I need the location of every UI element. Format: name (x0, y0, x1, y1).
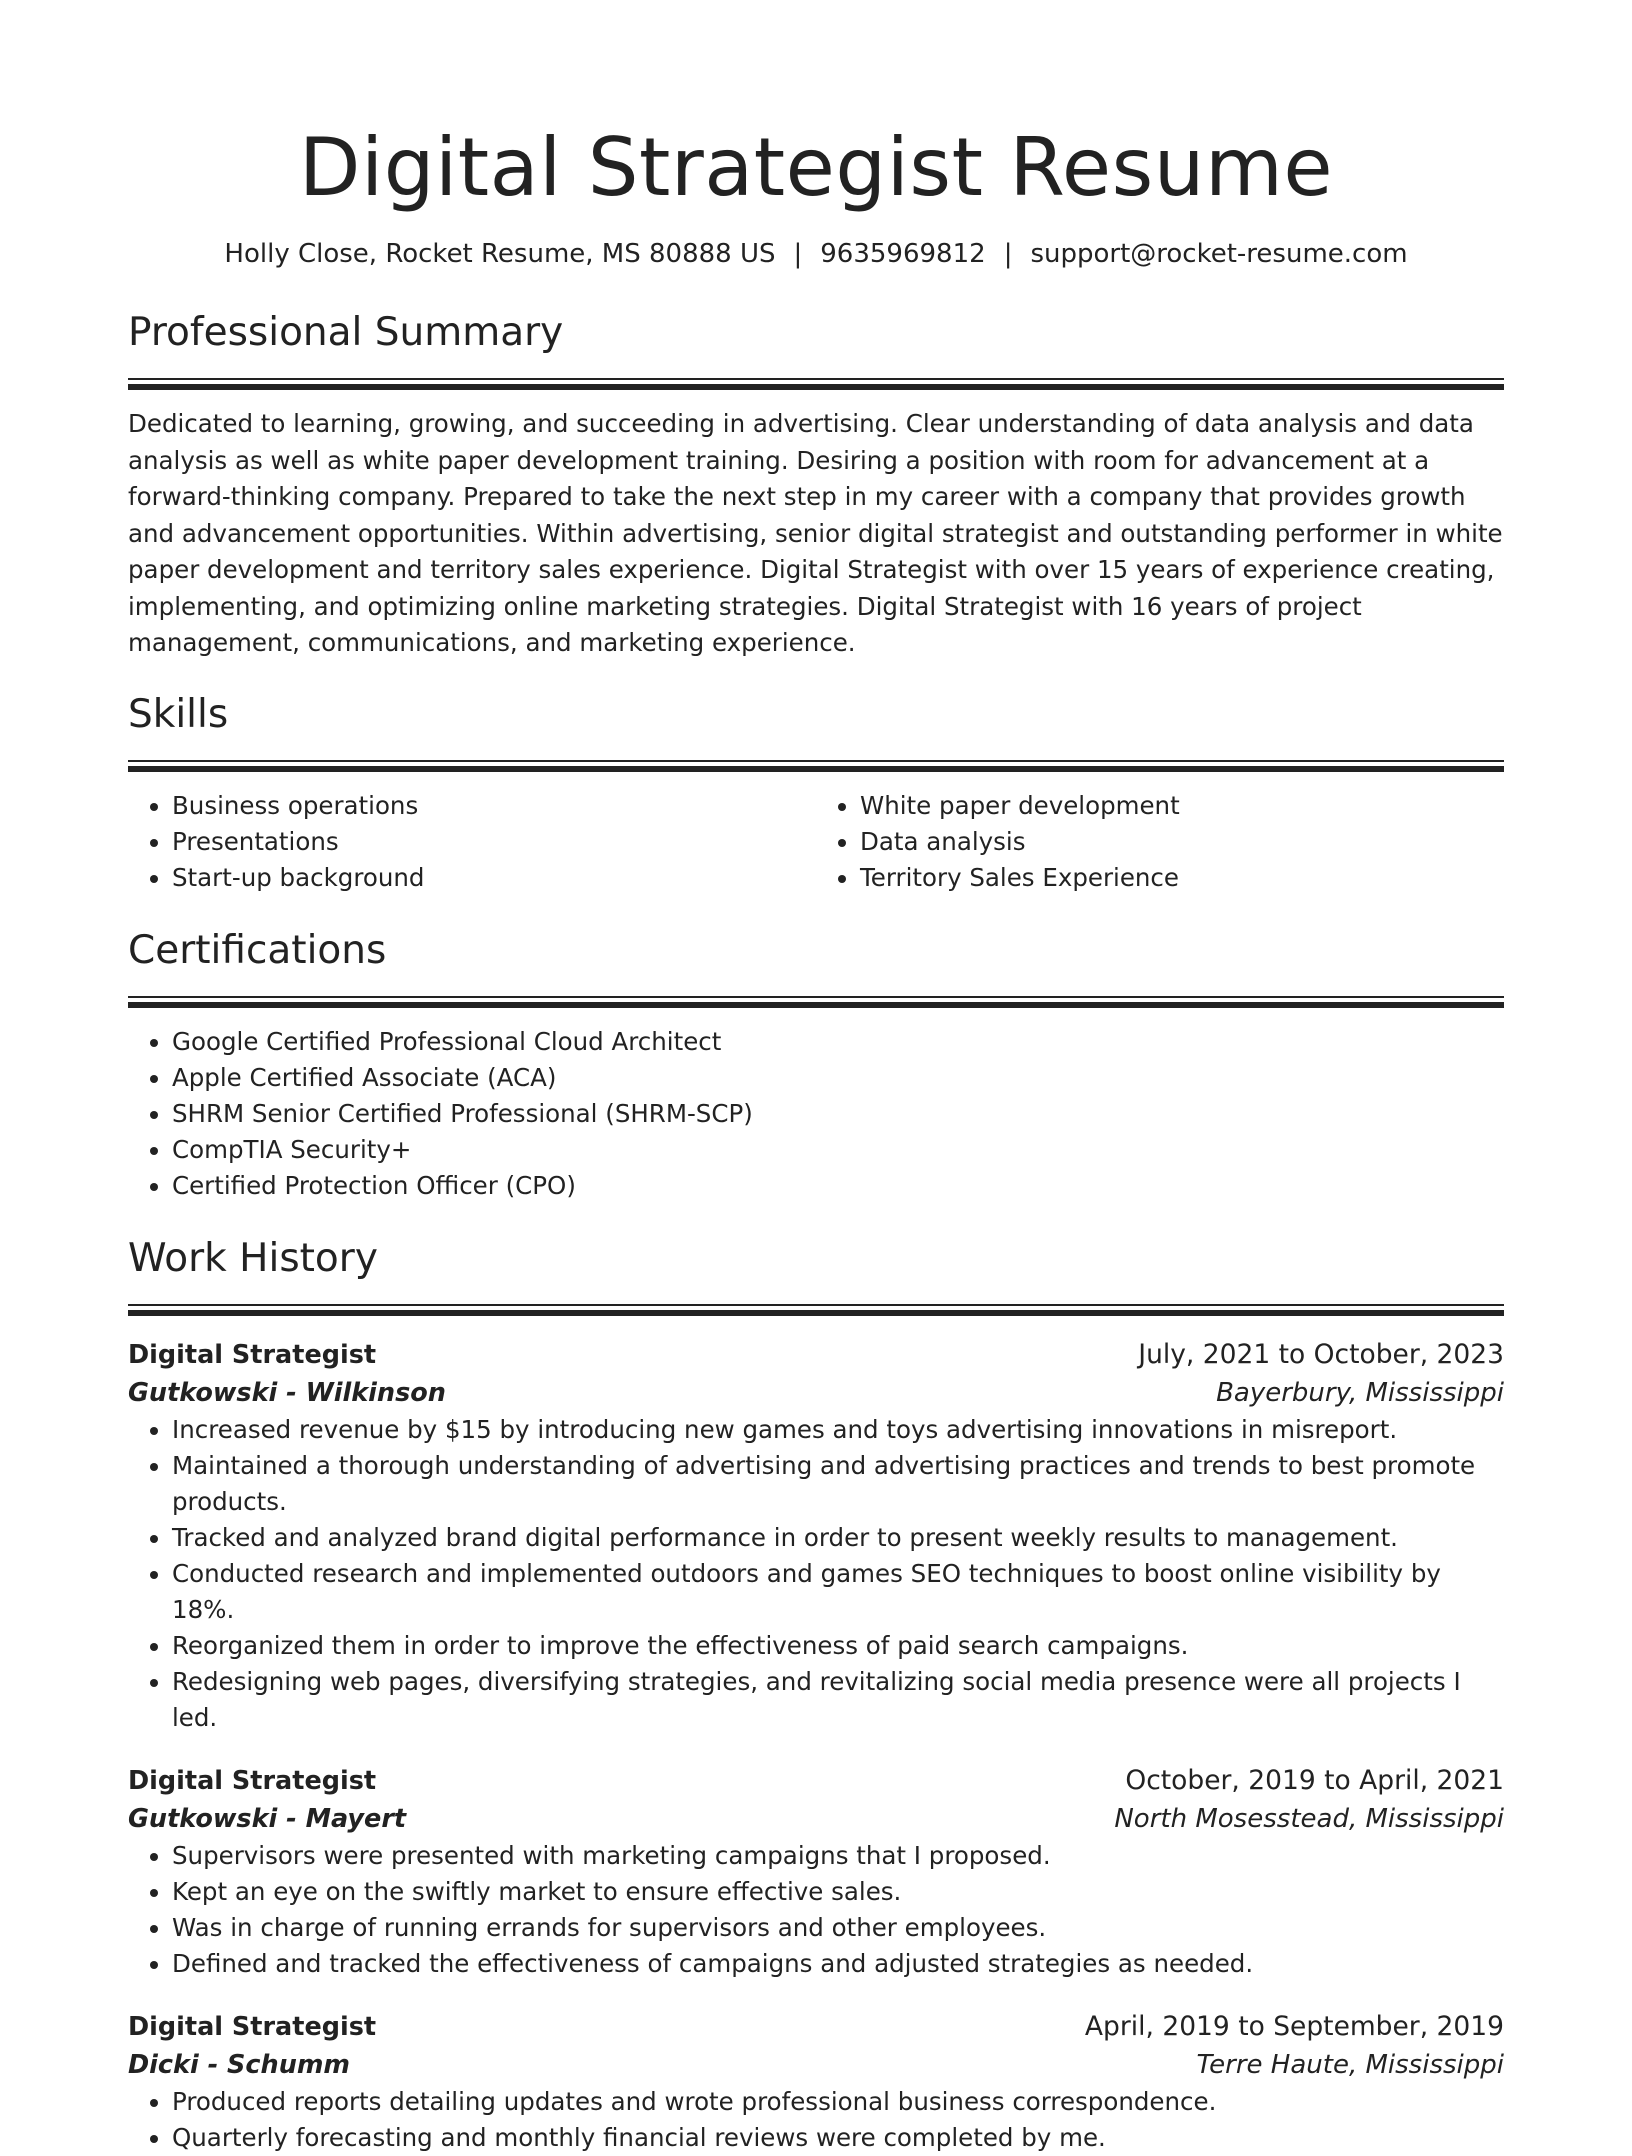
job-header (128, 1336, 1504, 1374)
job-subheader (128, 1374, 1504, 1412)
job-header (128, 2008, 1504, 2046)
job-entry (128, 2008, 1504, 2156)
contact-address: Holly Close, Rocket Resume, MS 80888 US (224, 239, 776, 269)
skill-item: • Business operations (172, 788, 816, 824)
skills-list-left (128, 788, 816, 896)
section-heading-certifications: Certifications (128, 927, 387, 973)
job-bullet: • Was in charge of running errands for supervisors and other employees. (172, 1910, 1504, 1946)
section-divider (128, 1304, 1504, 1316)
contact-line (128, 236, 1504, 272)
job-subheader (128, 1800, 1504, 1838)
job-dates: April, 2019 to September, 2019 (1084, 2010, 1504, 2042)
job-bullet-list (128, 2084, 1504, 2156)
section-heading-work-history: Work History (128, 1235, 378, 1281)
section-heading-skills: Skills (128, 691, 229, 737)
skills-list-right (816, 788, 1504, 896)
certifications-section (128, 926, 1504, 1204)
skill-item: • Start-up background (172, 860, 816, 896)
job-entry (128, 1762, 1504, 1982)
skill-item: • Presentations (172, 824, 816, 860)
section-heading-summary: Professional Summary (128, 310, 564, 355)
job-location: North Mosesstead, Mississippi (1114, 1803, 1504, 1834)
contact-phone: 9635969812 (820, 239, 986, 269)
job-bullet: • Tracked and analyzed brand digital performance in order to present weekly results to management. (172, 1520, 1504, 1556)
section-divider (128, 760, 1504, 772)
job-dates: July, 2021 to October, 2023 (1138, 1338, 1504, 1370)
job-dates: October, 2019 to April, 2021 (1125, 1764, 1504, 1796)
certifications-list (128, 1024, 1504, 1204)
section-divider (128, 996, 1504, 1008)
summary-text: Dedicated to learning, growing, and succeeding in advertising. Clear understanding of data analysis and data analysis as well as white paper development training. Desiring a position with room for advancement at a forward-thinking company. Prepared to take the next step in my career with a company that provides growth and advancement opportunities. Within advertising, senior digital strategist and outstanding performer in white paper development and territory sales experience. Digital Strategist with over 15 years of experience creating, implementing, and optimizing online marketing strategies. Digital Strategist with 16 years of project management, communications, and marketing experience. (128, 409, 1503, 657)
skills-section (128, 690, 1504, 896)
certification-item: • SHRM Senior Certified Professional (SHRM-SCP) (172, 1096, 1504, 1132)
certification-item: • Apple Certified Associate (ACA) (172, 1060, 1504, 1096)
job-title: Digital Strategist (128, 1765, 377, 1796)
job-bullet: • Increased revenue by $15 by introducing new games and toys advertising innovations in misreport. (172, 1412, 1504, 1448)
job-bullet: • Reorganized them in order to improve the effectiveness of paid search campaigns. (172, 1628, 1504, 1664)
contact-email: support@rocket-resume.com (1030, 239, 1408, 269)
skill-item: • Data analysis (860, 824, 1504, 860)
skill-item: • Territory Sales Experience (860, 860, 1504, 896)
job-bullet-list (128, 1838, 1504, 1982)
contact-separator: | (793, 239, 803, 269)
job-bullet: • Maintained a thorough understanding of advertising and advertising practices and trends to best promote products. (172, 1448, 1504, 1520)
job-entry (128, 1336, 1504, 1736)
certification-item: • Google Certified Professional Cloud Architect (172, 1024, 1504, 1060)
section-divider (128, 378, 1504, 390)
document-title: Digital Strategist Resume (298, 121, 1334, 214)
job-bullet: • Produced reports detailing updates and wrote professional business correspondence. (172, 2084, 1504, 2120)
job-title: Digital Strategist (128, 1339, 377, 1370)
job-bullet: • Redesigning web pages, diversifying strategies, and revitalizing social media presence were all projects I led. (172, 1664, 1504, 1736)
job-bullet: • Conducted research and implemented outdoors and games SEO techniques to boost online visibility by 18%. (172, 1556, 1504, 1628)
job-bullet: • Supervisors were presented with marketing campaigns that I proposed. (172, 1838, 1504, 1874)
job-bullet: • Defined and tracked the effectiveness of campaigns and adjusted strategies as needed. (172, 1946, 1504, 1982)
certification-item: • Certified Protection Officer (CPO) (172, 1168, 1504, 1204)
summary-section (128, 308, 1504, 662)
job-bullet-list (128, 1412, 1504, 1736)
job-subheader (128, 2046, 1504, 2084)
job-title: Digital Strategist (128, 2011, 377, 2042)
job-header (128, 1762, 1504, 1800)
job-location: Terre Haute, Mississippi (1196, 2049, 1504, 2080)
job-company: Dicki - Schumm (128, 2049, 350, 2080)
contact-separator: | (1003, 239, 1013, 269)
job-company: Gutkowski - Mayert (128, 1803, 407, 1834)
skills-grid (128, 788, 1504, 896)
certification-item: • CompTIA Security+ (172, 1132, 1504, 1168)
work-history-section (128, 1234, 1504, 2156)
job-bullet: • Quarterly forecasting and monthly financial reviews were completed by me. (172, 2120, 1504, 2156)
job-bullet: • Kept an eye on the swiftly market to ensure effective sales. (172, 1874, 1504, 1910)
job-location: Bayerbury, Mississippi (1216, 1377, 1504, 1408)
job-company: Gutkowski - Wilkinson (128, 1377, 446, 1408)
skill-item: • White paper development (860, 788, 1504, 824)
